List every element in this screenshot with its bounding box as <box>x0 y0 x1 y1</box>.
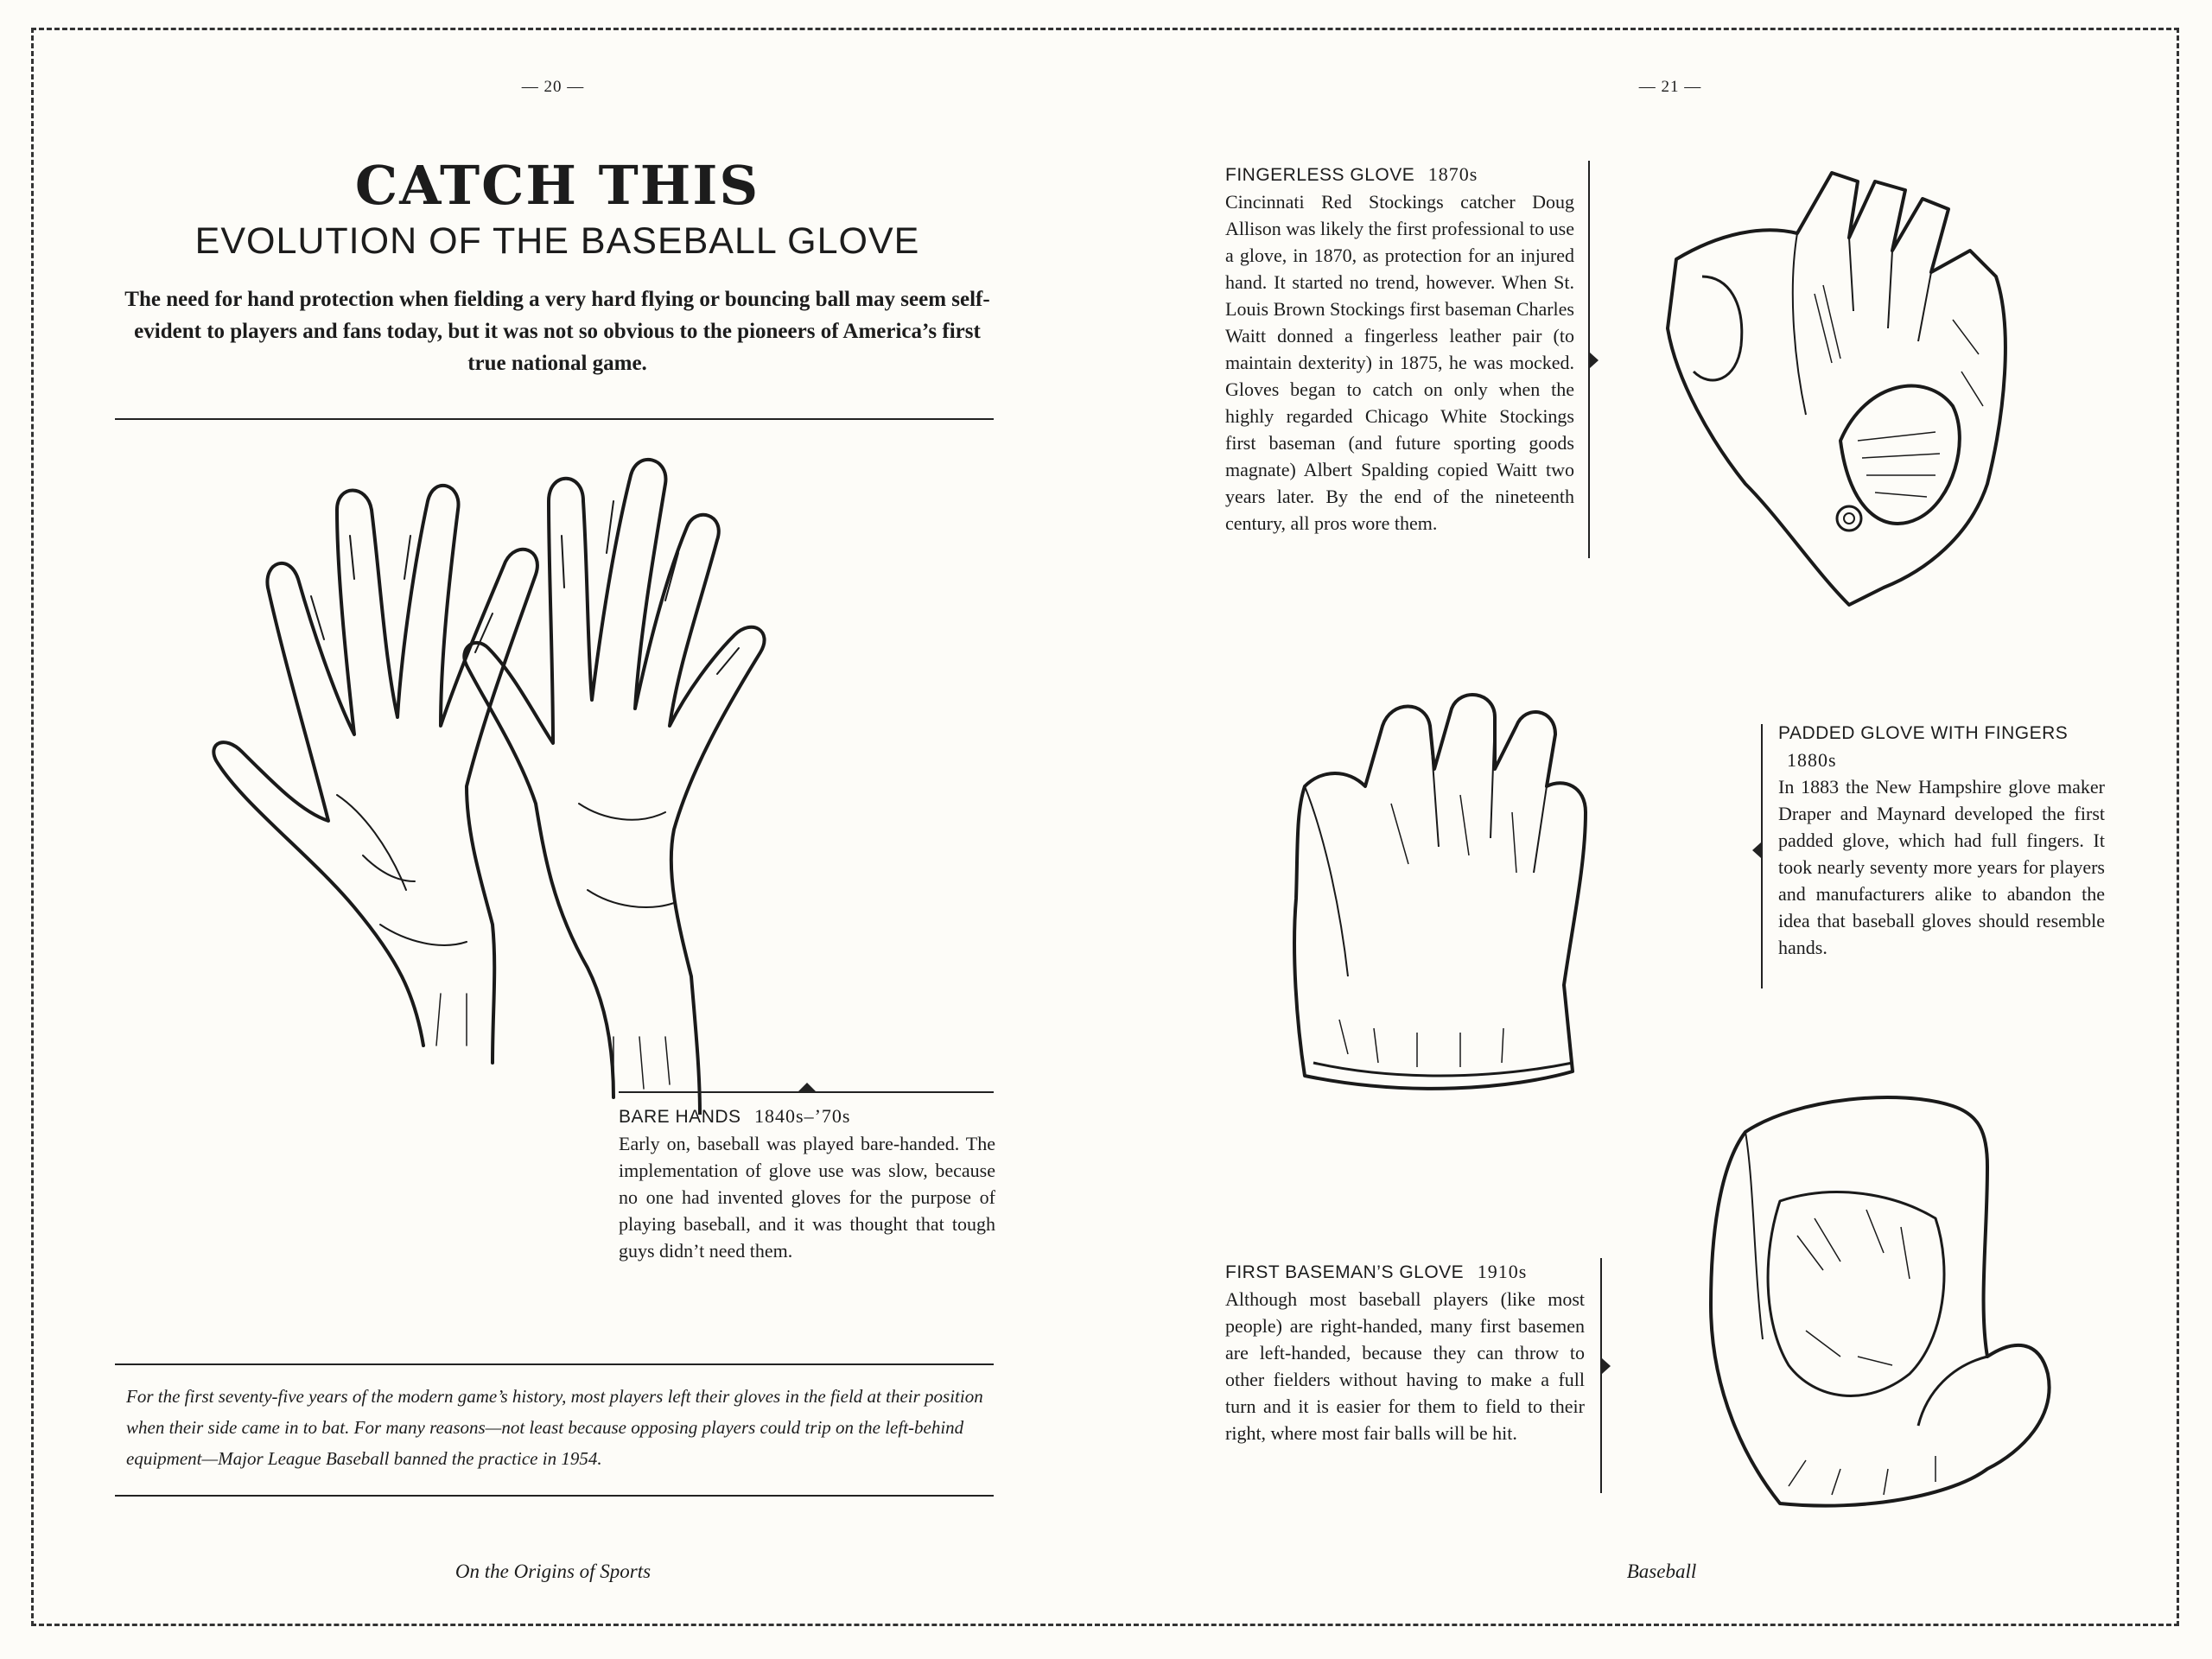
caption-padded-date: 1880s <box>1787 749 1837 771</box>
bare-hands-top-rule <box>619 1091 994 1093</box>
padded-side-rule <box>1761 724 1763 988</box>
caption-fingerless-glove <box>1225 161 1574 537</box>
first-baseman-glove-illustration <box>1694 1080 2074 1529</box>
caption-fingerless-date: 1870s <box>1427 163 1478 185</box>
bare-hands-pointer <box>798 1083 816 1091</box>
page-title: CATCH THIS <box>354 154 760 217</box>
bare-hands-illustration <box>207 441 830 1115</box>
caption-fingerless-title: FINGERLESS GLOVE <box>1225 165 1415 185</box>
first-baseman-pointer <box>1602 1358 1611 1374</box>
footer-chapter-title: Baseball <box>1626 1560 1697 1582</box>
caption-first-baseman-heading <box>1225 1258 1585 1286</box>
padded-pointer <box>1752 842 1761 858</box>
caption-first-baseman-title: FIRST BASEMAN’S GLOVE <box>1225 1262 1465 1282</box>
caption-bare-hands <box>619 1103 995 1264</box>
caption-bare-hands-heading <box>619 1103 995 1130</box>
caption-first-baseman-glove <box>1225 1258 1585 1446</box>
sidebar-note: For the first seventy-five years of the modern game’s history, most players left their gloves in the field at their position when their side came in to bat. For many reasons—not least because opposing players could trip on the left-behind equipment—Major League Baseball banned the practice in 1954. <box>126 1386 983 1469</box>
page-subtitle: EVOLUTION OF THE BASEBALL GLOVE <box>194 220 920 262</box>
caption-fingerless-body: Cincinnati Red Stockings catcher Doug Allison was likely the first professional to use a glove, in 1870, as protection for an injured hand. It started no trend, however. When St. Louis Brown Stockings first baseman Charles Waitt donned a fingerless leather pair (to maintain dexterity) in 1875, he was mocked. Gloves began to catch on only when the highly regarded Chicago White Stockings first baseman (and future sporting goods magnate) Albert Spalding copied Waitt two years later. By the end of the nineteenth century, all pros wore them. <box>1225 191 1574 534</box>
note-bottom-rule <box>115 1495 994 1497</box>
caption-fingerless-heading <box>1225 161 1574 188</box>
fingerless-pointer <box>1590 353 1599 368</box>
fingerless-glove-illustration <box>1642 156 2091 639</box>
intro-paragraph: The need for hand protection when fielding a very hard flying or bouncing ball may seem self-evident to players and fans today, but it was not so obvious to the pioneers of America’s first true national game. <box>124 288 990 375</box>
caption-padded-heading <box>1778 719 2105 773</box>
caption-bare-hands-body: Early on, baseball was played bare-handed. The implementation of glove use was slow, because no one had invented gloves for the purpose of playing baseball, and it was thought that tough guys didn’t need them. <box>619 1133 995 1262</box>
title-divider <box>115 418 994 420</box>
caption-bare-hands-title: BARE HANDS <box>619 1107 741 1127</box>
caption-padded-body: In 1883 the New Hampshire glove maker Draper and Maynard developed the first padded glove, which had full fingers. It took nearly seventy more years for players and manufacturers alike to abandon the idea that baseball gloves should resemble hands. <box>1778 776 2105 958</box>
page-number-left: — 20 — <box>521 78 585 96</box>
first-baseman-side-rule <box>1600 1258 1602 1493</box>
caption-padded-title: PADDED GLOVE WITH FINGERS <box>1778 723 2069 743</box>
padded-glove-illustration <box>1287 691 1650 1106</box>
note-top-rule <box>115 1363 994 1365</box>
caption-padded-glove <box>1778 719 2105 961</box>
caption-bare-hands-date: 1840s–’70s <box>754 1105 851 1127</box>
footer-book-title: On the Origins of Sports <box>454 1560 652 1582</box>
page-number-right: — 21 — <box>1638 78 1702 96</box>
caption-first-baseman-body: Although most baseball players (like most people) are right-handed, many first basemen are left-handed, because they can throw to other fielders without having to make a full turn and it is easier for them to field to their right, where most fair balls will be hit. <box>1225 1288 1585 1444</box>
caption-first-baseman-date: 1910s <box>1477 1261 1528 1282</box>
